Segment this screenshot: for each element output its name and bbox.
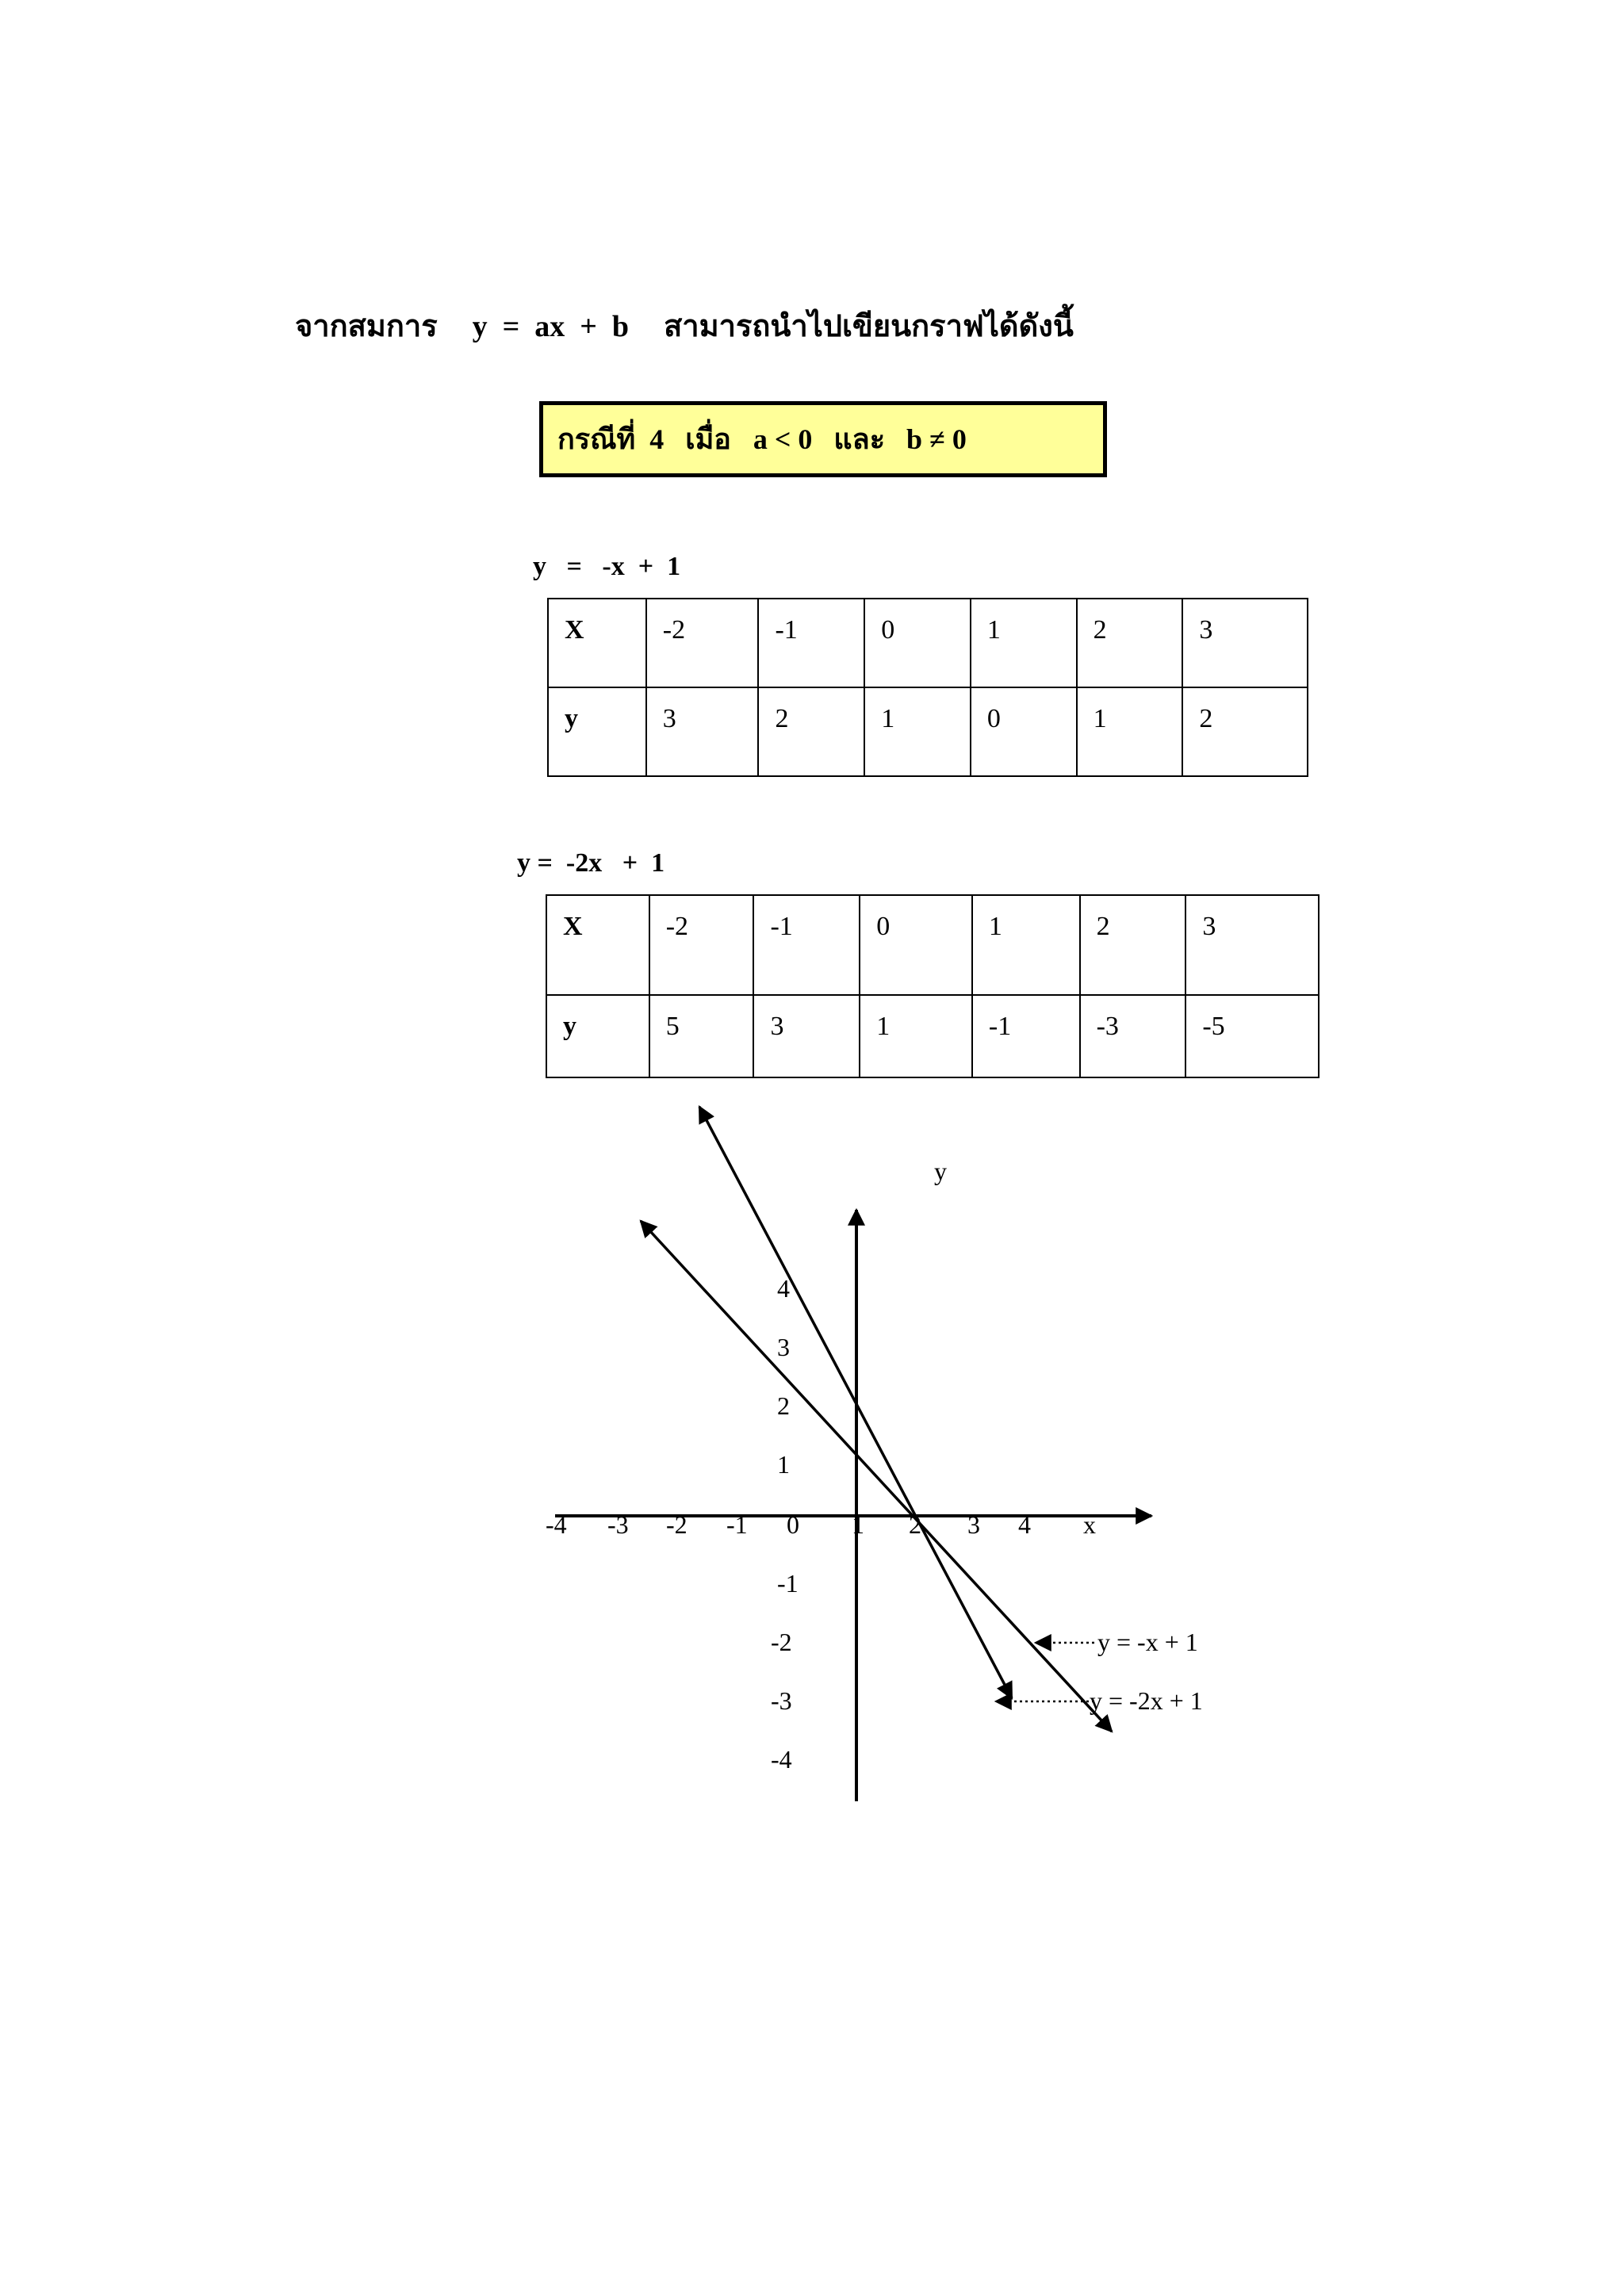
intro-suffix: สามารถนำไปเขียนกราฟได้ดังนี้ [664, 310, 1074, 343]
y-tick-label: -3 [771, 1686, 792, 1715]
table-cell: -3 [1080, 995, 1186, 1077]
table-cell: 1 [860, 995, 972, 1077]
table-cell: 1 [972, 895, 1080, 995]
intro-equation: y = ax + b [472, 310, 630, 343]
table-cell: 2 [1182, 687, 1308, 776]
table-cell: -1 [972, 995, 1080, 1077]
legend-label-1: y = -x + 1 [1097, 1628, 1198, 1656]
y-tick-label: 1 [777, 1450, 790, 1479]
y-tick-label: -4 [771, 1745, 792, 1774]
x-tick-label: 0 [787, 1510, 799, 1539]
y-tick-label: 4 [777, 1274, 790, 1303]
x-tick-label: 2 [909, 1510, 921, 1539]
table-cell: 5 [649, 995, 754, 1077]
table-cell: 3 [1182, 599, 1308, 687]
line-y-minus-x-plus-1 [641, 1221, 1112, 1732]
table-cell: 3 [1185, 895, 1319, 995]
table-cell: 1 [1077, 687, 1183, 776]
table-cell: 2 [1080, 895, 1186, 995]
table-cell: -1 [753, 895, 860, 995]
table-cell: -2 [646, 599, 759, 687]
case-condition: a < 0 และ b ≠ 0 [753, 423, 967, 455]
table2-equation: y = -2x + 1 [517, 848, 665, 878]
x-tick-label: -2 [666, 1510, 688, 1539]
table-cell: 3 [646, 687, 759, 776]
table-cell: 3 [753, 995, 860, 1077]
y-tick-label: 2 [777, 1391, 790, 1420]
table-cell: -2 [649, 895, 754, 995]
table1-equation: y = -x + 1 [533, 552, 681, 581]
y-tick-label: -2 [771, 1628, 792, 1656]
table-cell: 0 [971, 687, 1077, 776]
table1-y-label: y [548, 687, 646, 776]
x-tick-label: 4 [1018, 1510, 1031, 1539]
table-cell: 1 [971, 599, 1077, 687]
x-tick-label: -3 [607, 1510, 629, 1539]
table-cell: -5 [1185, 995, 1319, 1077]
y-tick-label: -1 [777, 1569, 799, 1598]
table-cell: -1 [758, 599, 864, 687]
table-cell: 2 [1077, 599, 1183, 687]
y-tick-label: 3 [777, 1333, 790, 1361]
x-tick-label: 3 [967, 1510, 980, 1539]
table2-y-label: y [546, 995, 649, 1077]
legend-label-2: y = -2x + 1 [1090, 1686, 1203, 1715]
table-cell: 2 [758, 687, 864, 776]
table-cell: 0 [860, 895, 972, 995]
table-cell: 1 [864, 687, 971, 776]
x-axis-label: x [1083, 1510, 1096, 1539]
x-tick-label: -4 [546, 1510, 567, 1539]
intro-prefix: จากสมการ [295, 310, 438, 343]
table1-x-label: X [548, 599, 646, 687]
table-cell: 0 [864, 599, 971, 687]
table2-x-label: X [546, 895, 649, 995]
y-axis-label: y [934, 1157, 947, 1185]
case-title: กรณีที่ 4 เมื่อ [557, 423, 731, 455]
x-tick-label: -1 [726, 1510, 748, 1539]
x-tick-label: 1 [852, 1510, 864, 1539]
